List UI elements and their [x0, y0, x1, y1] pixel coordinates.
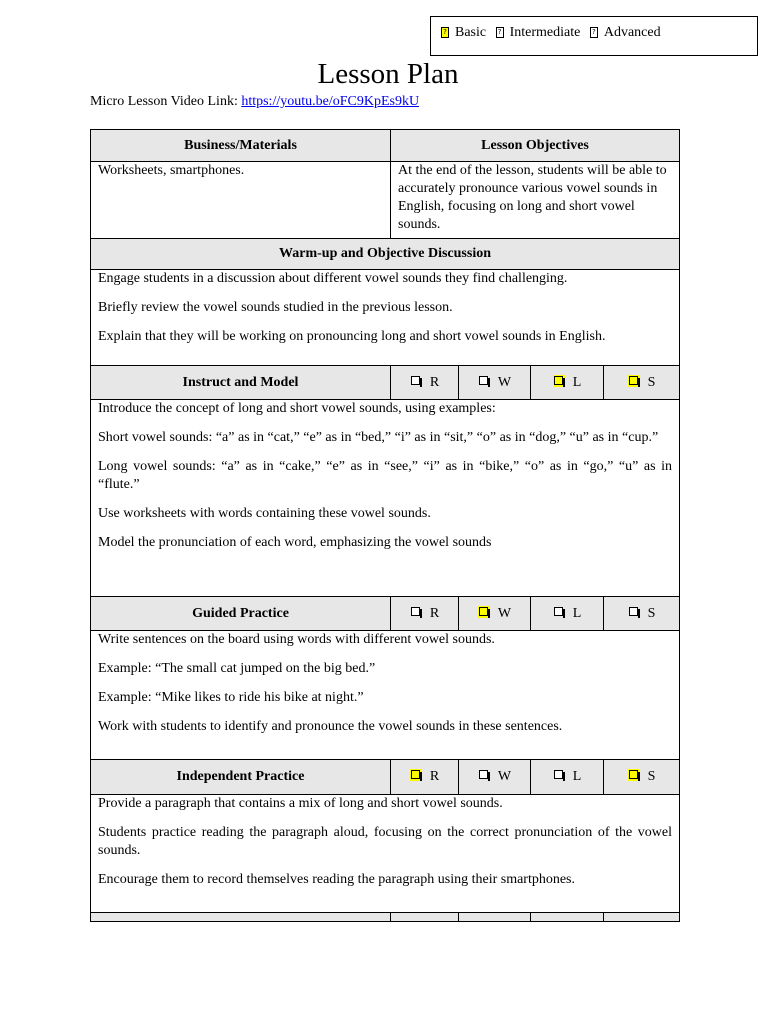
instruct-content — [91, 400, 680, 597]
warmup-content — [91, 270, 680, 366]
next-section-skill-cell — [531, 913, 604, 922]
guided-line: Example: “Mike likes to ride his bike at night.” — [98, 690, 364, 705]
lesson-objectives-cell: At the end of the lesson, students will be able to accurately pronounce various vowel sounds in English, focusing on long and short vowel sounds. — [391, 162, 680, 239]
checkbox-icon[interactable] — [410, 606, 422, 618]
level-intermediate[interactable] — [496, 25, 581, 41]
guided-line: Work with students to identify and pronounce the vowel sounds in these sentences. — [98, 719, 563, 734]
intermediate-checkbox-icon[interactable]: ? — [496, 27, 504, 38]
independent-line: Encourage them to record themselves reading the paragraph using their smartphones. — [98, 872, 576, 887]
video-link-label: Micro Lesson Video Link: — [90, 94, 238, 109]
instruct-line: Use worksheets with words containing these vowel sounds. — [98, 506, 431, 521]
independent-header: Independent Practice — [91, 760, 391, 795]
checkbox-icon[interactable] — [553, 606, 565, 618]
guided-header: Guided Practice — [91, 597, 391, 631]
checkbox-icon[interactable] — [628, 606, 640, 618]
guided-skill-r[interactable]: R — [391, 597, 459, 631]
instruct-line: Introduce the concept of long and short vowel sounds, using examples: — [98, 401, 496, 416]
next-section-header — [91, 913, 391, 922]
level-basic[interactable] — [441, 25, 486, 41]
independent-line: Provide a paragraph that contains a mix of long and short vowel sounds. — [98, 796, 503, 811]
checkbox-icon[interactable] — [553, 769, 565, 781]
business-materials-header: Business/Materials — [91, 130, 391, 162]
instruct-line: Short vowel sounds: “a” as in “cat,” “e” as in “bed,” “i” as in “sit,” “o” as in “dog,” “u” as in “cup.” — [98, 430, 659, 445]
next-section-skill-cell — [391, 913, 459, 922]
video-link[interactable]: https://youtu.be/oFC9KpEs9kU — [241, 94, 420, 109]
checked-checkbox-icon[interactable] — [478, 606, 490, 618]
checked-checkbox-icon[interactable] — [553, 375, 565, 387]
advanced-checkbox-icon[interactable]: ? — [590, 27, 598, 38]
guided-skill-s[interactable]: S — [604, 597, 680, 631]
checkbox-icon[interactable] — [410, 375, 422, 387]
instruct-header: Instruct and Model — [91, 366, 391, 400]
level-advanced-label: Advanced — [603, 24, 661, 40]
proficiency-level-box — [430, 16, 758, 56]
lesson-plan-table — [90, 129, 680, 922]
instruct-line: Model the pronunciation of each word, emphasizing the vowel sounds — [98, 535, 492, 550]
independent-skill-w[interactable]: W — [459, 760, 531, 795]
lesson-objectives-header: Lesson Objectives — [391, 130, 680, 162]
warmup-header: Warm-up and Objective Discussion — [91, 239, 680, 270]
guided-line: Write sentences on the board using words with different vowel sounds. — [98, 632, 495, 647]
checked-checkbox-icon[interactable] — [410, 769, 422, 781]
basic-checkbox-icon[interactable]: ? — [441, 27, 449, 38]
instruct-skill-s[interactable]: S — [604, 366, 680, 400]
independent-skill-s[interactable]: S — [604, 760, 680, 795]
guided-content — [91, 631, 680, 760]
instruct-skill-w[interactable]: W — [459, 366, 531, 400]
guided-line: Example: “The small cat jumped on the big bed.” — [98, 661, 376, 676]
level-basic-label: Basic — [455, 24, 487, 40]
checkbox-icon[interactable] — [478, 769, 490, 781]
guided-skill-w[interactable]: W — [459, 597, 531, 631]
business-materials-cell: Worksheets, smartphones. — [91, 162, 391, 239]
next-section-skill-cell — [459, 913, 531, 922]
warmup-line: Engage students in a discussion about different vowel sounds they find challenging. — [98, 271, 568, 286]
next-section-skill-cell — [604, 913, 680, 922]
guided-skill-l[interactable]: L — [531, 597, 604, 631]
independent-skill-l[interactable]: L — [531, 760, 604, 795]
video-link-line — [90, 94, 419, 110]
checked-checkbox-icon[interactable] — [628, 375, 640, 387]
checkbox-icon[interactable] — [478, 375, 490, 387]
warmup-line: Explain that they will be working on pronouncing long and short vowel sounds in English. — [98, 329, 606, 344]
independent-skill-r[interactable]: R — [391, 760, 459, 795]
instruct-skill-l[interactable]: L — [531, 366, 604, 400]
instruct-line: Long vowel sounds: “a” as in “cake,” “e” as in “see,” “i” as in “bike,” “o” as in “go,” “u” as in “flute.” — [98, 459, 673, 492]
independent-line: Students practice reading the paragraph aloud, focusing on the correct pronunciation of the vowel sounds. — [98, 825, 673, 858]
warmup-line: Briefly review the vowel sounds studied in the previous lesson. — [98, 300, 453, 315]
checked-checkbox-icon[interactable] — [628, 769, 640, 781]
instruct-skill-r[interactable]: R — [391, 366, 459, 400]
independent-content — [91, 795, 680, 913]
page-title: Lesson Plan — [317, 58, 459, 90]
level-advanced[interactable] — [590, 25, 661, 41]
level-intermediate-label: Intermediate — [509, 24, 581, 40]
